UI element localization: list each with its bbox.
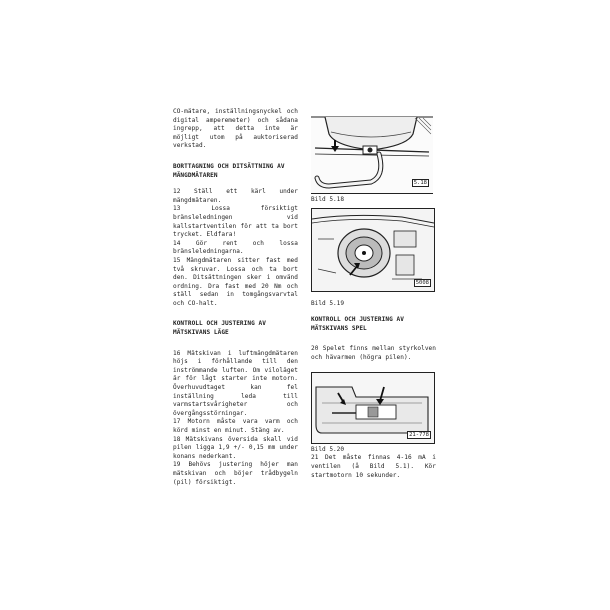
figure-5-19-caption: Bild 5.19 (311, 300, 345, 307)
figure-5-20-tag: 21-778 (409, 432, 429, 439)
figure-5-20-illustration (311, 372, 435, 444)
step-13: 13 Lossa försiktigt bränsleledningen vid kallstartventilen för att ta bort trycket. Eldfara! (173, 205, 298, 239)
figure-5-18-caption: Bild 5.18 (311, 196, 345, 203)
figure-5-19-tag: 5008 (415, 280, 429, 286)
step-19: 19 Behövs justering höjer man mätskivan och böjer trådbygeln (pil) försiktigt. (173, 461, 298, 486)
figure-5-19-illustration (311, 208, 435, 292)
step-17: 17 Motorn måste vara varm och körd minst en minut. Stäng av. (173, 418, 298, 434)
step-14: 14 Gör rent och lossa bränsleledningarna. (173, 239, 298, 256)
figure-5-18-illustration (311, 116, 433, 194)
left-column (173, 108, 298, 487)
step-16: 16 Mätskivan i luftmängdmätaren höjs i förhållande till den inströmmande luften. Om viloläget är för lågt starter inte motorn. Överhuvudtaget kan fel inställning leda till varmstartsvårigheter och övergångsstörningar. (173, 349, 298, 417)
heading-check-disc-play: KONTROLL OCH JUSTERING AV MÄTSKIVANS SPEL (311, 316, 404, 332)
heading-remove-refit-meter: BORTTAGNING OCH DITSÄTTNING AV MÄNGDMÄTAREN (173, 162, 285, 179)
step-21: 21 Det måste finnas 4-16 mA i ventilen (å Bild 5.1). Kör startmotorn 10 sekunder. (311, 454, 436, 479)
right-column (311, 116, 436, 480)
step-18: 18 Mätskivans översida skall vid pilen ligga 1,9 +/- 0,15 mm under konans nederkant. (173, 435, 298, 460)
intro-paragraph: CO-mätare, inställningsnyckel och digital amperemeter) och sådana ingrepp, att detta inte är möjligt utom på auktoriserad verkstad. (173, 108, 298, 150)
figure-5-20-caption: Bild 5.20 (311, 446, 345, 454)
step-20: 20 Spelet finns mellan styrkolven och hävarmen (högra pilen). (311, 345, 436, 361)
figure-5-18-tag: 5.18 (413, 180, 427, 186)
heading-check-disc-position: KONTROLL OCH JUSTERING AV MÄTSKIVANS LÄGE (173, 320, 266, 337)
step-15: 15 Mängdmätaren sitter fast med två skruvar. Lossa och ta bort den. Ditsättningen sker i omvänd ordning. Dra fast med 20 Nm och ställ sedan in tomgångsvarvtal och CO-halt. (173, 256, 298, 307)
step-12: 12 Ställ ett kärl under mängdmätaren. (173, 188, 298, 204)
